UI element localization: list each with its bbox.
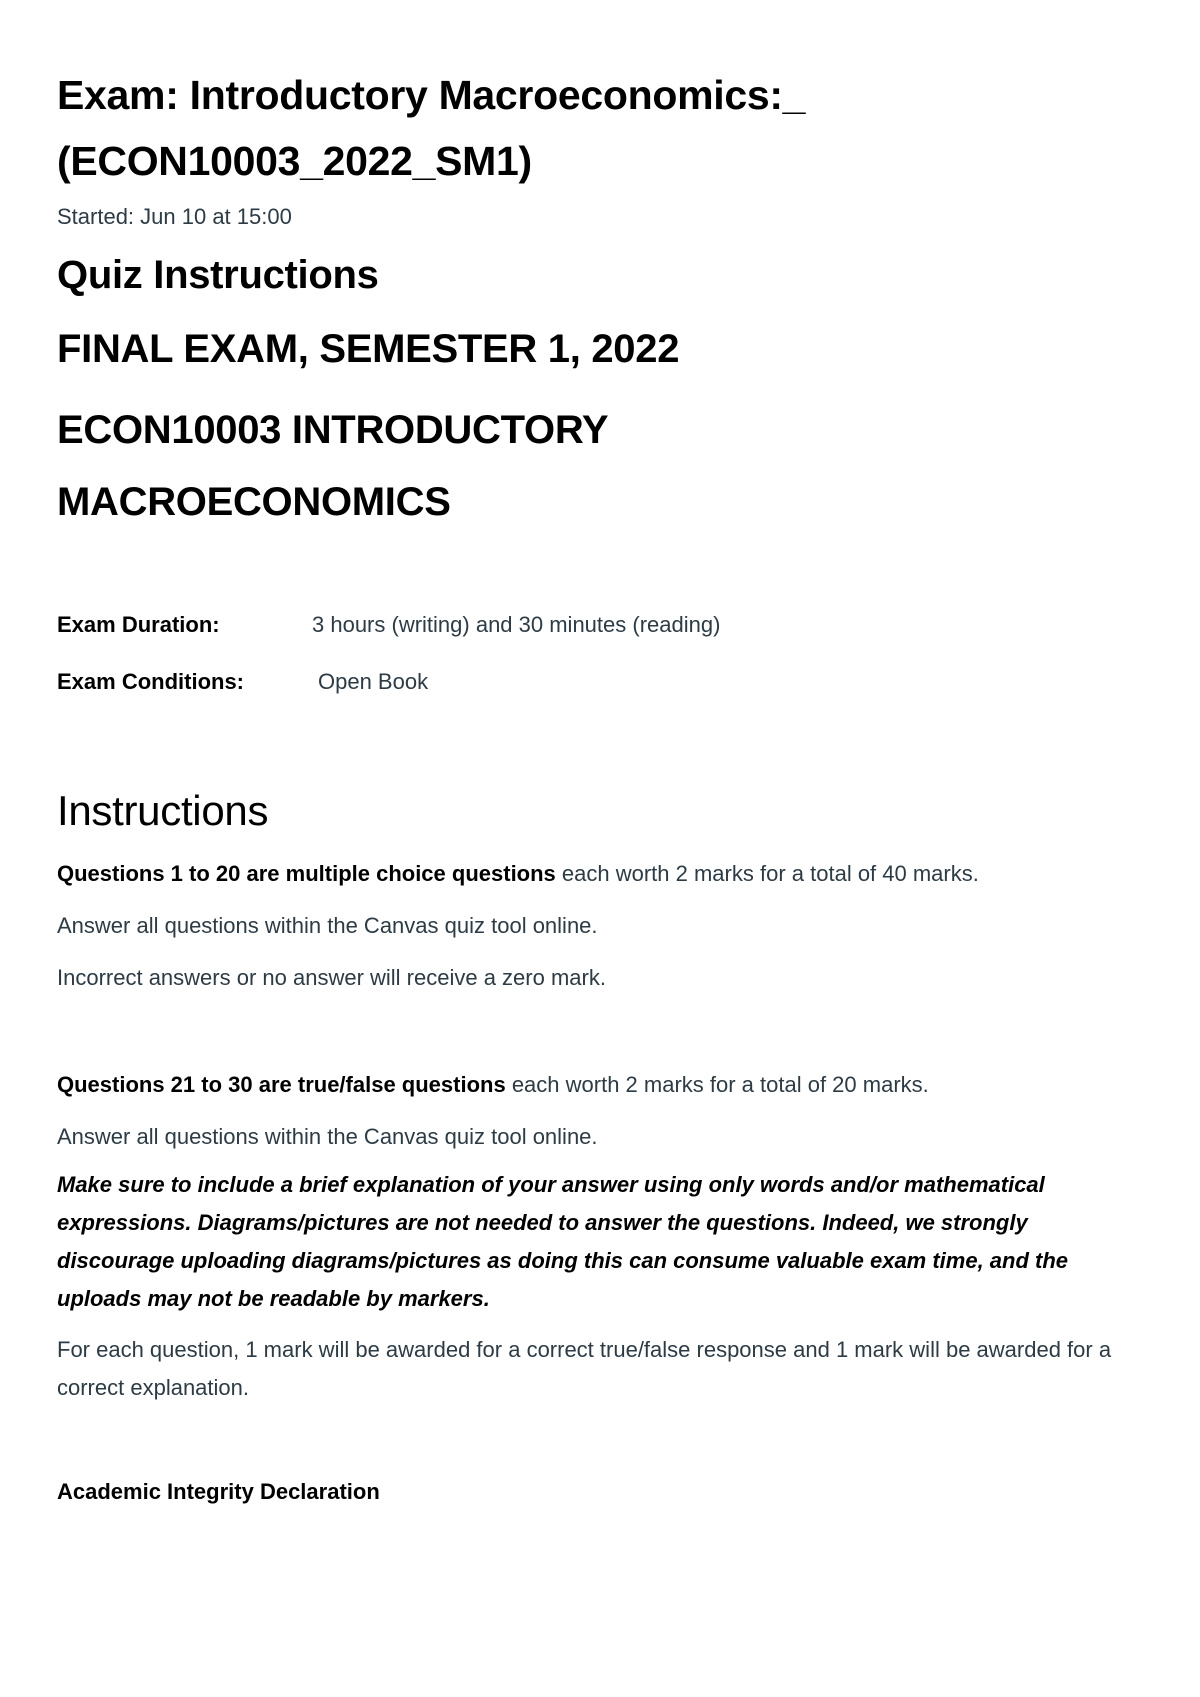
started-timestamp: Started: Jun 10 at 15:00: [57, 204, 292, 229]
tf-summary-rest: each worth 2 marks for a total of 20 marks.: [505, 1072, 929, 1097]
exam-conditions-label: Exam Conditions:: [57, 669, 245, 694]
exam-meta-table: [57, 612, 720, 726]
tf-award-note: For each question, 1 mark will be awarded for a correct true/false response and 1 mark will be awarded for a correct explanation.: [57, 1337, 1112, 1400]
exam-duration-row: [57, 612, 720, 669]
tf-explanation-note: Make sure to include a brief explanation of your answer using only words and/or mathematical expressions. Diagrams/pictures are not needed to answer the questions. Indeed, we strongly discourage uploading diagrams/pictures as doing this can consume valuable exam time, and the uploads may not be readable by markers.: [57, 1172, 1069, 1311]
mcq-answer-note: Answer all questions within the Canvas quiz tool online.: [57, 913, 598, 938]
exam-conditions-value: Open Book: [318, 669, 429, 694]
mcq-summary: [57, 855, 1143, 893]
academic-integrity-heading: Academic Integrity Declaration: [57, 1479, 380, 1504]
final-exam-heading: FINAL EXAM, SEMESTER 1, 2022: [57, 327, 680, 371]
tf-summary: [57, 1066, 1143, 1104]
quiz-instructions-heading: Quiz Instructions: [57, 253, 379, 297]
exam-conditions-row: [57, 669, 720, 726]
exam-title: Exam: Introductory Macroeconomics:_ (ECON10003_2022_SM1): [57, 72, 806, 184]
course-heading: ECON10003 INTRODUCTORY MACROECONOMICS: [57, 408, 608, 524]
instructions-heading: Instructions: [57, 787, 269, 834]
tf-summary-bold: Questions 21 to 30 are true/false questions: [57, 1072, 506, 1097]
mcq-summary-bold: Questions 1 to 20 are multiple choice questions: [57, 861, 556, 886]
mcq-incorrect-note: Incorrect answers or no answer will receive a zero mark.: [57, 965, 606, 990]
mcq-summary-rest: each worth 2 marks for a total of 40 marks.: [555, 861, 979, 886]
exam-duration-value: 3 hours (writing) and 30 minutes (reading): [312, 612, 721, 637]
tf-answer-note: Answer all questions within the Canvas quiz tool online.: [57, 1124, 598, 1149]
exam-duration-label: Exam Duration:: [57, 612, 220, 637]
